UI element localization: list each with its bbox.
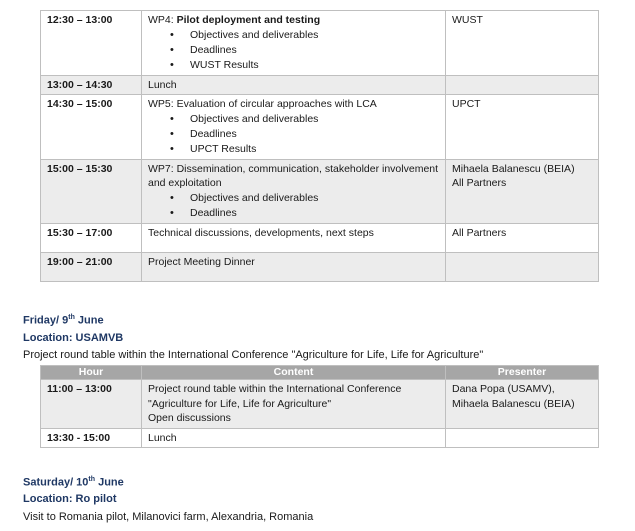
bullet-item: • Objectives and deliverables xyxy=(190,191,439,206)
presenter-cell xyxy=(446,252,599,281)
time-cell: 15:00 – 15:30 xyxy=(41,159,142,223)
content-line: Open discussions xyxy=(148,412,231,424)
content-cell xyxy=(142,95,446,160)
saturday-heading: Saturday/ 10th June xyxy=(23,476,124,489)
bullet-item: • Objectives and deliverables xyxy=(190,112,439,127)
session-title-text: WP7: Dissemination, communication, stakeholder involvement and exploitation xyxy=(148,162,439,189)
presenter-cell xyxy=(446,223,599,252)
content-cell xyxy=(142,223,446,252)
session-title-text: Technical discussions, developments, next steps xyxy=(148,226,374,239)
bullet-list xyxy=(148,112,439,157)
session-title xyxy=(148,78,439,93)
time-cell: 14:30 – 15:00 xyxy=(41,95,142,160)
friday-location: Location: USAMVB xyxy=(23,332,124,344)
table-row xyxy=(41,428,599,448)
presenter-name: WUST xyxy=(452,14,483,26)
content-line: Project round table within the International Conference "Agriculture for Life, Life for Agriculture" xyxy=(148,383,402,410)
session-title xyxy=(148,226,439,241)
presenter-name: Mihaela Balanescu (BEIA) xyxy=(452,162,575,175)
presenter-name: Dana Popa (USAMV), xyxy=(452,383,555,395)
content-cell xyxy=(142,11,446,76)
session-prefix: WP4: xyxy=(148,14,177,26)
table-row xyxy=(41,252,599,281)
table-row xyxy=(41,95,599,160)
header-hour: Hour xyxy=(41,366,142,380)
time-cell: 19:00 – 21:00 xyxy=(41,252,142,281)
table-row xyxy=(41,159,599,223)
content-line: Lunch xyxy=(148,431,177,444)
table-row xyxy=(41,11,599,76)
content-cell xyxy=(142,159,446,223)
bullet-item: • Objectives and deliverables xyxy=(190,28,439,43)
session-title-text: WP5: Evaluation of circular approaches with LCA xyxy=(148,98,377,110)
session-title xyxy=(148,255,439,270)
schedule-table-thursday xyxy=(40,10,599,282)
presenter-cell xyxy=(446,75,599,95)
table-row xyxy=(41,380,599,429)
presenter-cell xyxy=(446,380,599,429)
saturday-intro: Visit to Romania pilot, Milanovici farm, Alexandria, Romania xyxy=(23,511,314,523)
content-cell xyxy=(142,380,446,429)
session-title xyxy=(148,162,439,191)
session-title-text: Project Meeting Dinner xyxy=(148,255,255,268)
presenter-name-secondary: All Partners xyxy=(452,177,507,189)
saturday-location: Location: Ro pilot xyxy=(23,493,117,505)
presenter-cell xyxy=(446,159,599,223)
time-cell: 13:30 - 15:00 xyxy=(41,428,142,448)
friday-heading: Friday/ 9th June xyxy=(23,314,104,327)
bullet-item: • Deadlines xyxy=(190,206,439,221)
time-cell: 12:30 – 13:00 xyxy=(41,11,142,76)
session-title-bold: Pilot deployment and testing xyxy=(176,14,321,26)
presenter-name: UPCT xyxy=(452,98,481,110)
table-header-row xyxy=(41,366,599,380)
presenter-name-secondary: Mihaela Balanescu (BEIA) xyxy=(452,397,575,410)
session-title xyxy=(148,97,439,112)
content-cell xyxy=(142,75,446,95)
bullet-item: • Deadlines xyxy=(190,127,439,142)
presenter-cell xyxy=(446,428,599,448)
table-row xyxy=(41,75,599,95)
session-title-text: Lunch xyxy=(148,78,177,91)
content-cell xyxy=(142,428,446,448)
bullet-item: • Deadlines xyxy=(190,43,439,58)
header-presenter: Presenter xyxy=(446,366,599,380)
time-cell: 13:00 – 14:30 xyxy=(41,75,142,95)
header-content: Content xyxy=(142,366,446,380)
bullet-list xyxy=(148,28,439,73)
session-title xyxy=(148,13,439,28)
presenter-cell xyxy=(446,95,599,160)
time-cell: 11:00 – 13:00 xyxy=(41,380,142,429)
content-cell xyxy=(142,252,446,281)
bullet-list xyxy=(148,191,439,221)
table-row xyxy=(41,223,599,252)
schedule-table-friday xyxy=(40,365,599,448)
bullet-item: • UPCT Results xyxy=(190,142,439,157)
presenter-cell xyxy=(446,11,599,76)
bullet-item: • WUST Results xyxy=(190,58,439,73)
time-cell: 15:30 – 17:00 xyxy=(41,223,142,252)
presenter-name: All Partners xyxy=(452,226,507,239)
friday-intro: Project round table within the International Conference "Agriculture for Life, Life for Agriculture" xyxy=(23,349,484,361)
